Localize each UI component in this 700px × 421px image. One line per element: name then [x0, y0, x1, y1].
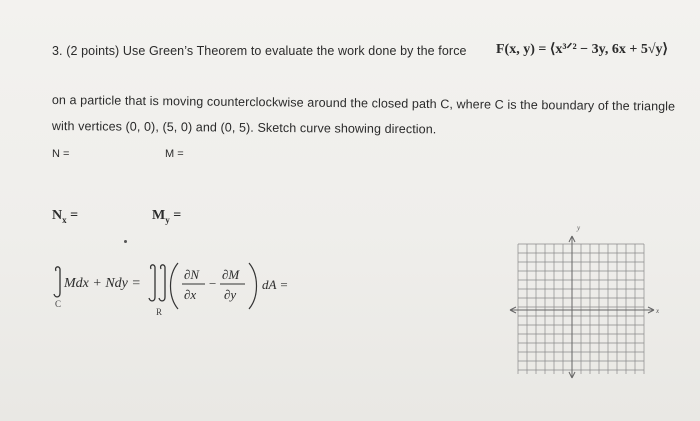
nx-label-text: $N_x$ =	[52, 208, 79, 225]
double-integral-sign-2	[159, 265, 165, 301]
problem-statement-line-2: on a particle that is moving counterclockwise around the closed path C, where C is the boundary of the triangle	[51, 93, 676, 114]
problem-statement-line-3: with vertices (0, 0), (5, 0) and (0, 5). Sketch curve showing direction.	[51, 119, 437, 137]
my-label-text: $M_y$ =	[152, 208, 182, 225]
x-axis-label: x	[656, 307, 660, 315]
partial-n-numerator: ∂N	[184, 267, 200, 282]
my-answer-label	[152, 208, 181, 225]
right-paren	[249, 263, 257, 309]
force-formula-text: F(x, y) = ⟨x³ᐟ² − 3y, 6x + 5√y⟩	[496, 42, 668, 57]
partial-y-denominator: ∂y	[224, 287, 237, 302]
left-paren	[171, 263, 179, 309]
subscript: x	[62, 214, 67, 225]
m-answer-label: M =	[165, 148, 184, 160]
grid-lines	[518, 244, 644, 374]
partial-x-denominator: ∂x	[184, 287, 197, 302]
greens-theorem-equation	[50, 257, 310, 319]
n-answer-label: N =	[52, 148, 70, 160]
double-integral-sign-1	[149, 265, 155, 301]
problem-statement-line-1: 3. (2 points) Use Green’s Theorem to evaluate the work done by the force	[52, 44, 467, 58]
subscript: y	[165, 214, 170, 225]
lhs-expression: Mdx + Ndy =	[64, 276, 141, 291]
nx-answer-label	[52, 208, 78, 225]
lhs-subscript-c: C	[55, 299, 62, 309]
rhs-subscript-r: R	[156, 307, 163, 317]
partial-m-numerator: ∂M	[222, 267, 240, 282]
y-axis-label: y	[577, 224, 581, 232]
line-integral-sign	[54, 267, 60, 297]
minus-sign: −	[209, 276, 217, 291]
da-equals: dA =	[262, 277, 289, 292]
coordinate-grid	[508, 222, 658, 382]
stray-pen-mark	[124, 240, 127, 243]
force-vector-formula	[496, 41, 668, 58]
